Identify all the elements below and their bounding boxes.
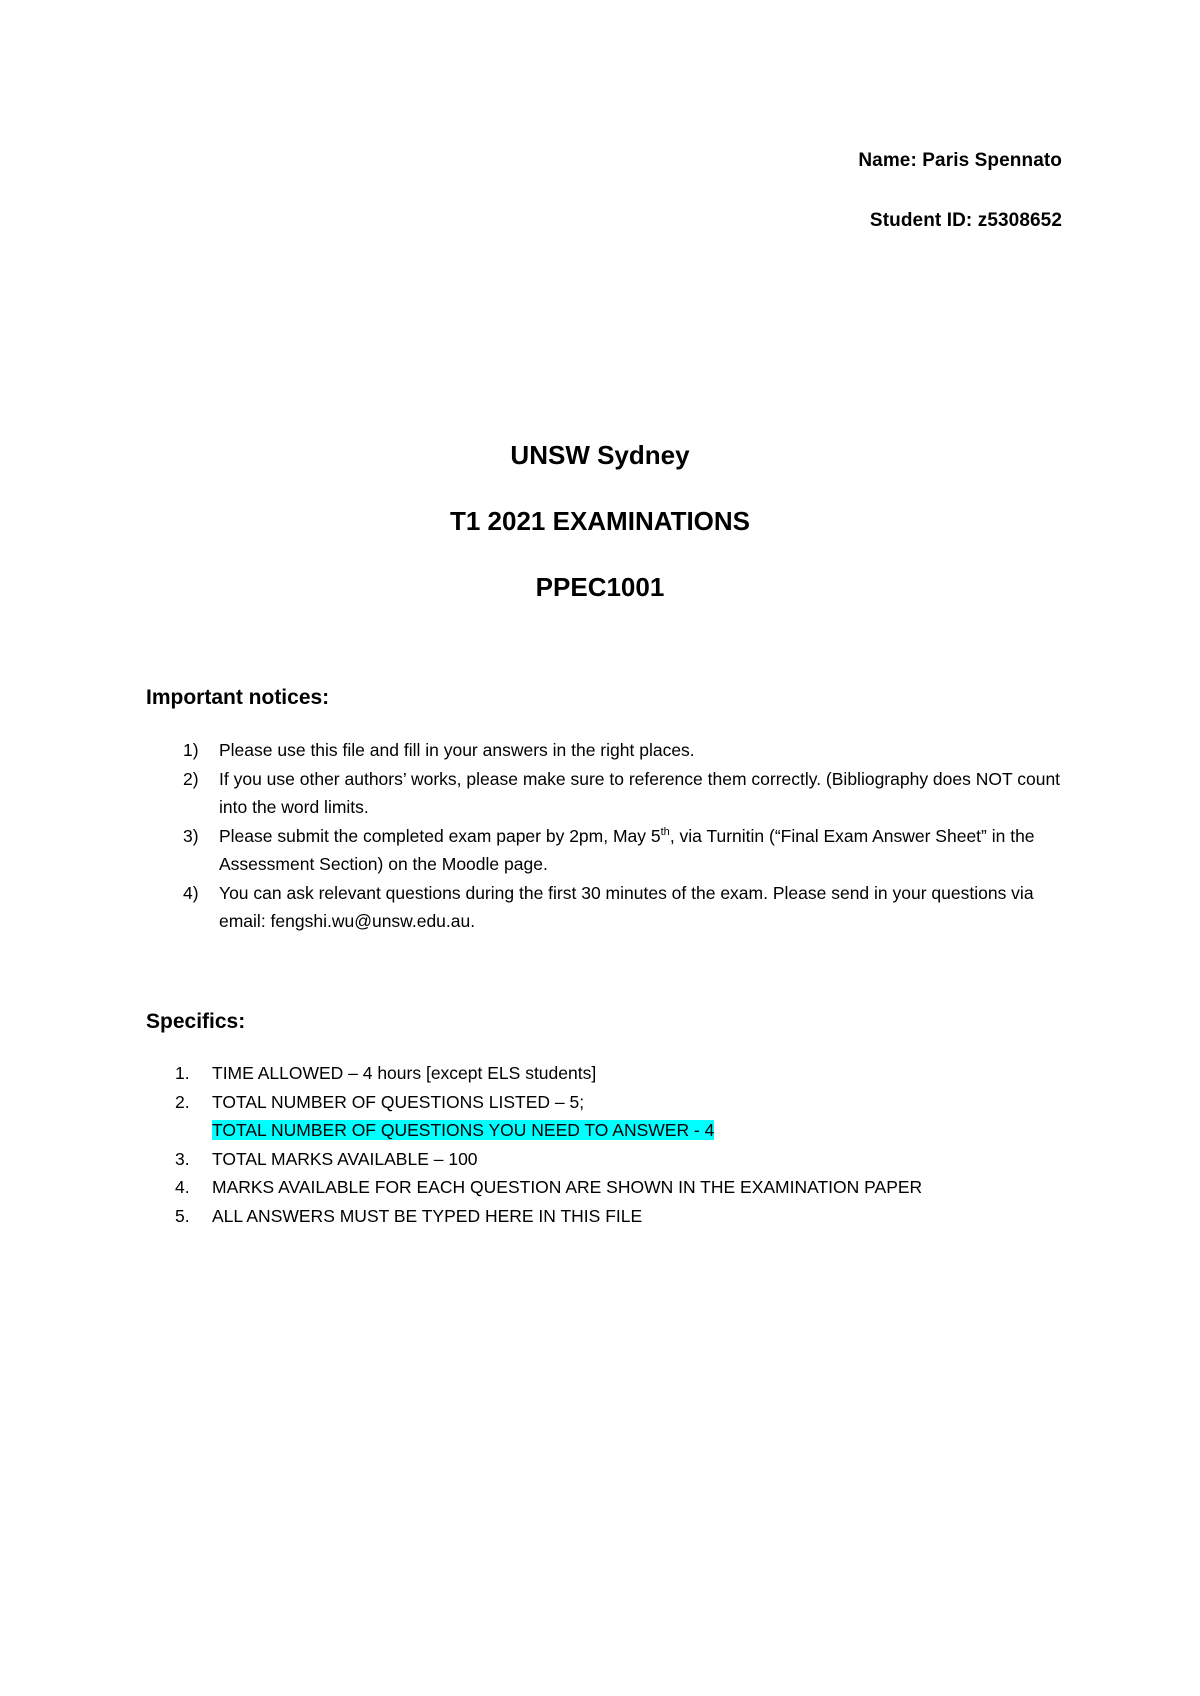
- list-item-text: Please use this file and fill in your answers in the right places.: [219, 740, 695, 760]
- specifics-heading: Specifics:: [146, 1010, 246, 1033]
- university-title: UNSW Sydney: [510, 440, 690, 470]
- list-number: 2.: [175, 1091, 190, 1112]
- list-number: 1.: [175, 1063, 190, 1083]
- list-item-text: TIME ALLOWED – 4 hours [except ELS students]: [212, 1063, 597, 1083]
- list-number: 3): [183, 825, 199, 846]
- student-name: Name: Paris Spennato: [858, 150, 1062, 171]
- list-item-text-before: Please submit the completed exam paper by 2pm, May 5: [219, 825, 661, 846]
- list-item: [146, 879, 1066, 936]
- list-item: [146, 765, 1066, 822]
- list-item: [146, 1173, 1066, 1202]
- list-number: 3.: [175, 1148, 190, 1169]
- list-item-text: If you use other authors’ works, please make sure to reference them correctly. (Bibliography does NOT count into the word limits.: [219, 768, 1061, 817]
- list-item-text: You can ask relevant questions during the first 30 minutes of the exam. Please send in your questions via email: fengshi.wu@unsw.edu.au.: [219, 882, 1034, 931]
- course-code: PPEC1001: [535, 572, 665, 602]
- list-item: [146, 736, 1066, 765]
- list-number: 1): [183, 740, 199, 760]
- list-item-text: TOTAL NUMBER OF QUESTIONS LISTED – 5;: [212, 1091, 585, 1112]
- list-item: [146, 1088, 1066, 1145]
- important-notices-heading: Important notices:: [146, 686, 330, 709]
- exam-title: T1 2021 EXAMINATIONS: [449, 506, 751, 536]
- specifics-list: [146, 1059, 1066, 1230]
- list-item-text-after: , via Turnitin (“Final Exam Answer Sheet” in the Assessment Section) on the Moodle page.: [219, 825, 1035, 874]
- list-number: 4): [183, 882, 199, 903]
- list-item: [146, 1202, 1066, 1231]
- list-item: [146, 822, 1066, 879]
- list-item-text: TOTAL MARKS AVAILABLE – 100: [212, 1148, 478, 1169]
- highlighted-text: TOTAL NUMBER OF QUESTIONS YOU NEED TO ANSWER - 4: [212, 1120, 715, 1140]
- ordinal-suffix: th: [660, 825, 670, 838]
- list-item-text: MARKS AVAILABLE FOR EACH QUESTION ARE SHOWN IN THE EXAMINATION PAPER: [212, 1177, 923, 1197]
- notices-list: [146, 736, 1066, 936]
- list-item: [146, 1145, 1066, 1174]
- list-item-text: ALL ANSWERS MUST BE TYPED HERE IN THIS FILE: [212, 1205, 643, 1226]
- list-item: [146, 1059, 1066, 1088]
- list-number: 2): [183, 768, 199, 789]
- student-id: Student ID: z5308652: [869, 210, 1062, 231]
- list-number: 4.: [175, 1177, 190, 1197]
- list-number: 5.: [175, 1205, 190, 1226]
